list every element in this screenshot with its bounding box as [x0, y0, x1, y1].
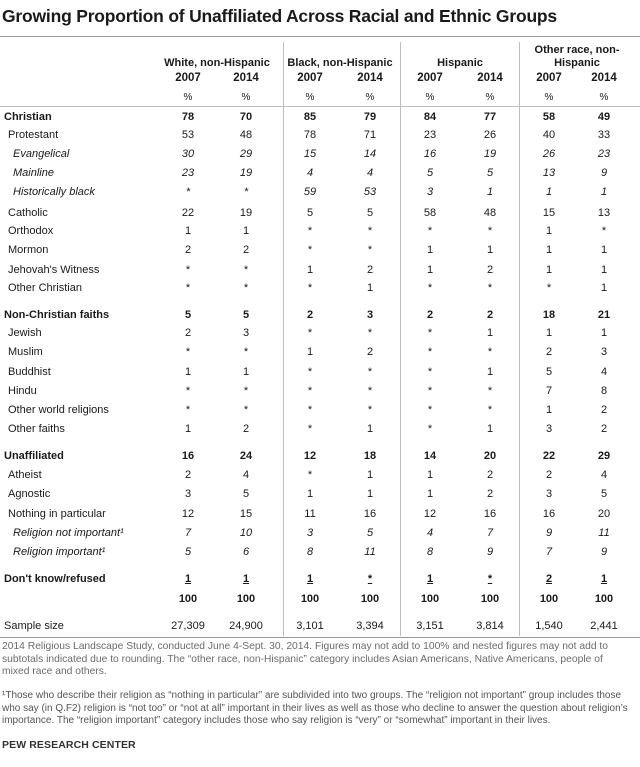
- table-cell: 1: [426, 469, 434, 481]
- table-cell: 5: [600, 488, 608, 500]
- table-cell: 1: [366, 469, 374, 481]
- table-cell: 30: [181, 148, 195, 160]
- table-cell: 1: [184, 366, 192, 378]
- table-cell: 58: [423, 207, 437, 219]
- table-cell: 1: [366, 488, 374, 500]
- table-cell: 2: [184, 244, 192, 256]
- table-cell: *: [487, 346, 493, 358]
- table-cell: 7: [184, 527, 192, 539]
- row-label: Historically black: [13, 186, 95, 198]
- table-cell: *: [427, 404, 433, 416]
- table-cell: 70: [239, 111, 253, 123]
- table-cell: 2: [486, 469, 494, 481]
- table-cell: 77: [483, 111, 497, 123]
- table-cell: 16: [542, 508, 556, 520]
- table-cell: *: [185, 282, 191, 294]
- table-cell: 8: [600, 385, 608, 397]
- table-cell: *: [307, 423, 313, 435]
- table-cell: 1: [600, 573, 608, 585]
- year-header: 2007: [536, 72, 562, 84]
- table-cell: 5: [242, 309, 250, 321]
- row-label: Orthodox: [8, 225, 54, 237]
- table-cell: 9: [600, 167, 608, 179]
- table-cell: 27,309: [171, 620, 205, 632]
- unit-label: %: [599, 92, 609, 103]
- table-cell: *: [367, 327, 373, 339]
- table-cell: *: [367, 225, 373, 237]
- table-cell: *: [307, 327, 313, 339]
- table-cell: 1: [242, 225, 250, 237]
- table-cell: 2: [426, 309, 434, 321]
- table-cell: *: [243, 282, 249, 294]
- table-cell: 5: [242, 488, 250, 500]
- table-cell: *: [427, 282, 433, 294]
- table-cell: *: [243, 186, 249, 198]
- table-cell: 1: [486, 366, 494, 378]
- table-cell: 78: [181, 111, 195, 123]
- table-cell: 6: [242, 546, 250, 558]
- table-cell: 1: [426, 488, 434, 500]
- row-label: Jewish: [8, 327, 42, 339]
- table-cell: *: [185, 404, 191, 416]
- group-header: Black, non-Hispanic: [287, 57, 393, 69]
- table-cell: 26: [542, 148, 556, 160]
- table-cell: 1: [242, 366, 250, 378]
- table-cell: *: [487, 282, 493, 294]
- table-cell: 24: [239, 450, 253, 462]
- table-cell: *: [487, 385, 493, 397]
- table-cell: *: [367, 404, 373, 416]
- row-label: Buddhist: [8, 366, 51, 378]
- table-cell: 21: [597, 309, 611, 321]
- row-label: Hindu: [8, 385, 37, 397]
- table-cell: 49: [597, 111, 611, 123]
- table-cell: 100: [236, 593, 256, 605]
- table-cell: 1: [545, 327, 553, 339]
- table-cell: *: [367, 244, 373, 256]
- table-cell: 79: [363, 111, 377, 123]
- column-divider: [519, 42, 520, 636]
- row-label: Mainline: [13, 167, 54, 179]
- table-cell: *: [367, 366, 373, 378]
- row-label: Atheist: [8, 469, 42, 481]
- table-cell: 1: [366, 282, 374, 294]
- page-title: Growing Proportion of Unaffiliated Across Racial and Ethnic Groups: [2, 6, 557, 26]
- year-header: 2014: [477, 72, 503, 84]
- table-cell: 15: [239, 508, 253, 520]
- group-header: Hispanic: [437, 57, 483, 69]
- table-cell: 4: [426, 527, 434, 539]
- year-header: 2007: [175, 72, 201, 84]
- table-cell: 22: [181, 207, 195, 219]
- table-cell: 71: [363, 129, 377, 141]
- table-cell: 40: [542, 129, 556, 141]
- table-cell: 23: [181, 167, 195, 179]
- table-cell: 1,540: [535, 620, 563, 632]
- table-cell: 29: [597, 450, 611, 462]
- table-cell: 84: [423, 111, 437, 123]
- table-cell: 2: [242, 423, 250, 435]
- table-cell: 2: [545, 469, 553, 481]
- table-cell: *: [243, 404, 249, 416]
- year-header: 2014: [357, 72, 383, 84]
- table-cell: 20: [597, 508, 611, 520]
- table-cell: 9: [486, 546, 494, 558]
- table-cell: 2: [184, 327, 192, 339]
- table-cell: 1: [545, 404, 553, 416]
- table-cell: 2: [366, 264, 374, 276]
- table-cell: 100: [539, 593, 559, 605]
- footnote: ¹Those who describe their religion as “nothing in particular” are subdivided into two groups. The “religion not important” group includes those who say (in Q.F2) religion is “not too” or “not at all” important in their lives as well as those who decline to answer the question about religion’s importance. The “religion important” category includes those who say religion is “very” or “somewhat” important in their lives.: [2, 690, 628, 726]
- table-cell: *: [307, 469, 313, 481]
- table-cell: 2,441: [590, 620, 618, 632]
- table-cell: 14: [363, 148, 377, 160]
- table-cell: 19: [239, 207, 253, 219]
- table-cell: 100: [594, 593, 614, 605]
- table-cell: 22: [542, 450, 556, 462]
- table-cell: 13: [597, 207, 611, 219]
- column-divider: [283, 42, 284, 636]
- table-cell: *: [185, 385, 191, 397]
- table-cell: *: [487, 573, 493, 585]
- table-cell: 3,394: [356, 620, 384, 632]
- table-cell: *: [546, 282, 552, 294]
- table-cell: 3: [184, 488, 192, 500]
- table-cell: 2: [600, 423, 608, 435]
- table-cell: *: [367, 385, 373, 397]
- table-cell: *: [307, 282, 313, 294]
- table-cell: *: [185, 264, 191, 276]
- table-cell: 16: [363, 508, 377, 520]
- group-header: White, non-Hispanic: [164, 57, 270, 69]
- table-cell: 9: [545, 527, 553, 539]
- row-label: Other world religions: [8, 404, 109, 416]
- table-cell: 2: [184, 469, 192, 481]
- unit-label: %: [485, 92, 495, 103]
- table-cell: 10: [239, 527, 253, 539]
- unit-label: %: [183, 92, 193, 103]
- table-cell: *: [243, 385, 249, 397]
- table-cell: 2: [242, 244, 250, 256]
- table-cell: 16: [181, 450, 195, 462]
- table-cell: 5: [306, 207, 314, 219]
- table-cell: 1: [306, 264, 314, 276]
- row-label: Religion important¹: [13, 546, 106, 558]
- row-label: Sample size: [4, 620, 64, 632]
- table-cell: 5: [426, 167, 434, 179]
- table-cell: *: [307, 366, 313, 378]
- row-label: Protestant: [8, 129, 59, 141]
- table-cell: 3: [600, 346, 608, 358]
- row-label: Non-Christian faiths: [4, 309, 110, 321]
- methodology-note: 2014 Religious Landscape Study, conducted June 4-Sept. 30, 2014. Figures may not add to 100% and nested figures may not add to subtotals indicated due to rounding. The “other race, non-Hispanic” category includes Asian Americans, Native Americans, people of mixed race and others.: [2, 641, 609, 677]
- table-cell: 2: [486, 264, 494, 276]
- table-cell: 12: [303, 450, 317, 462]
- table-cell: 3: [545, 488, 553, 500]
- table-rule: [0, 637, 640, 638]
- table-cell: 100: [300, 593, 320, 605]
- year-header: 2014: [591, 72, 617, 84]
- row-label: Evangelical: [13, 148, 70, 160]
- table-cell: 1: [600, 327, 608, 339]
- table-cell: *: [427, 346, 433, 358]
- table-cell: 1: [426, 573, 434, 585]
- table-cell: 100: [360, 593, 380, 605]
- table-cell: 16: [483, 508, 497, 520]
- table-cell: 8: [306, 546, 314, 558]
- unit-label: %: [425, 92, 435, 103]
- source-credit: PEW RESEARCH CENTER: [2, 739, 136, 751]
- row-label: Jehovah's Witness: [8, 264, 100, 276]
- table-cell: 13: [542, 167, 556, 179]
- unit-label: %: [544, 92, 554, 103]
- table-cell: 23: [597, 148, 611, 160]
- table-cell: 1: [600, 282, 608, 294]
- table-cell: 19: [483, 148, 497, 160]
- table-cell: 100: [420, 593, 440, 605]
- table-cell: 7: [545, 385, 553, 397]
- table-cell: 1: [600, 244, 608, 256]
- table-rule: [0, 106, 640, 107]
- table-cell: 1: [184, 225, 192, 237]
- unit-label: %: [241, 92, 251, 103]
- table-rule: [0, 36, 640, 37]
- table-cell: 1: [366, 423, 374, 435]
- table-cell: 4: [366, 167, 374, 179]
- table-cell: 3,101: [296, 620, 324, 632]
- table-cell: 12: [181, 508, 195, 520]
- table-cell: 7: [545, 546, 553, 558]
- table-cell: 2: [600, 404, 608, 416]
- table-cell: 1: [545, 225, 553, 237]
- table-cell: *: [487, 225, 493, 237]
- table-cell: 8: [426, 546, 434, 558]
- table-cell: 5: [486, 167, 494, 179]
- table-cell: 20: [483, 450, 497, 462]
- table-cell: 5: [366, 207, 374, 219]
- table-cell: 24,900: [229, 620, 263, 632]
- year-header: 2007: [417, 72, 443, 84]
- column-divider: [400, 42, 401, 636]
- table-cell: 11: [598, 527, 610, 539]
- table-cell: *: [427, 327, 433, 339]
- group-header: Other race, non-Hispanic: [534, 44, 620, 69]
- table-cell: 2: [306, 309, 314, 321]
- row-label: Unaffiliated: [4, 450, 64, 462]
- table-cell: *: [427, 423, 433, 435]
- row-label: Mormon: [8, 244, 49, 256]
- year-header: 2007: [297, 72, 323, 84]
- row-label: Muslim: [8, 346, 43, 358]
- year-header: 2014: [233, 72, 259, 84]
- table-cell: 53: [363, 186, 377, 198]
- table-cell: 11: [304, 508, 316, 520]
- table-cell: 23: [423, 129, 437, 141]
- table-cell: *: [243, 346, 249, 358]
- table-cell: 4: [600, 366, 608, 378]
- table-cell: 2: [545, 573, 553, 585]
- row-label: Other Christian: [8, 282, 82, 294]
- table-cell: 2: [545, 346, 553, 358]
- table-cell: 12: [423, 508, 437, 520]
- unit-label: %: [305, 92, 315, 103]
- table-cell: 2: [486, 488, 494, 500]
- table-cell: 48: [483, 207, 497, 219]
- table-cell: 100: [480, 593, 500, 605]
- table-cell: 5: [184, 546, 192, 558]
- table-cell: 19: [239, 167, 253, 179]
- table-cell: 58: [542, 111, 556, 123]
- table-cell: 4: [600, 469, 608, 481]
- table-cell: 15: [542, 207, 556, 219]
- table-cell: 3: [242, 327, 250, 339]
- table-cell: *: [307, 404, 313, 416]
- table-cell: *: [487, 404, 493, 416]
- table-cell: 4: [306, 167, 314, 179]
- table-cell: *: [185, 346, 191, 358]
- table-cell: 1: [306, 488, 314, 500]
- table-cell: 1: [184, 423, 192, 435]
- row-label: Don't know/refused: [4, 573, 106, 585]
- table-cell: *: [427, 385, 433, 397]
- table-cell: 3: [426, 186, 434, 198]
- row-label: Agnostic: [8, 488, 51, 500]
- table-cell: 1: [600, 264, 608, 276]
- table-cell: 1: [426, 264, 434, 276]
- table-cell: 1: [545, 264, 553, 276]
- table-cell: *: [427, 366, 433, 378]
- table-cell: *: [367, 573, 373, 585]
- table-cell: 1: [486, 244, 494, 256]
- table-cell: 1: [545, 186, 553, 198]
- table-cell: 5: [545, 366, 553, 378]
- table-cell: 1: [306, 573, 314, 585]
- table-cell: 2: [366, 346, 374, 358]
- unit-label: %: [365, 92, 375, 103]
- table-cell: 16: [423, 148, 437, 160]
- table-cell: 18: [542, 309, 556, 321]
- table-cell: 4: [242, 469, 250, 481]
- table-cell: 29: [239, 148, 253, 160]
- table-cell: 14: [423, 450, 437, 462]
- table-cell: *: [307, 385, 313, 397]
- table-cell: 48: [239, 129, 253, 141]
- table-cell: 53: [181, 129, 195, 141]
- table-cell: 5: [184, 309, 192, 321]
- table-cell: *: [601, 225, 607, 237]
- table-cell: 15: [303, 148, 317, 160]
- table-cell: 3,814: [476, 620, 504, 632]
- table-cell: *: [307, 244, 313, 256]
- table-cell: 1: [600, 186, 608, 198]
- table-cell: 1: [242, 573, 250, 585]
- table-cell: 1: [306, 346, 314, 358]
- row-label: Christian: [4, 111, 52, 123]
- table-cell: *: [427, 225, 433, 237]
- table-cell: 1: [486, 423, 494, 435]
- table-cell: 18: [363, 450, 377, 462]
- table-cell: 1: [486, 186, 494, 198]
- table-cell: 100: [178, 593, 198, 605]
- row-label: Religion not important¹: [13, 527, 124, 539]
- table-cell: 3: [306, 527, 314, 539]
- row-label: Nothing in particular: [8, 508, 106, 520]
- table-cell: 1: [184, 573, 192, 585]
- table-cell: 26: [483, 129, 497, 141]
- table-cell: 78: [303, 129, 317, 141]
- table-cell: *: [307, 225, 313, 237]
- table-cell: 59: [303, 186, 317, 198]
- table-cell: 5: [366, 527, 374, 539]
- table-cell: 9: [600, 546, 608, 558]
- table-cell: 11: [364, 546, 376, 558]
- row-label: Other faiths: [8, 423, 65, 435]
- table-cell: 3: [545, 423, 553, 435]
- row-label: Catholic: [8, 207, 48, 219]
- table-cell: 85: [303, 111, 317, 123]
- table-cell: 3: [366, 309, 374, 321]
- table-cell: *: [185, 186, 191, 198]
- table-cell: 2: [486, 309, 494, 321]
- table-cell: 7: [486, 527, 494, 539]
- table-cell: 1: [486, 327, 494, 339]
- table-cell: 33: [597, 129, 611, 141]
- table-cell: 1: [545, 244, 553, 256]
- table-cell: 3,151: [416, 620, 444, 632]
- table-cell: *: [243, 264, 249, 276]
- table-cell: 1: [426, 244, 434, 256]
